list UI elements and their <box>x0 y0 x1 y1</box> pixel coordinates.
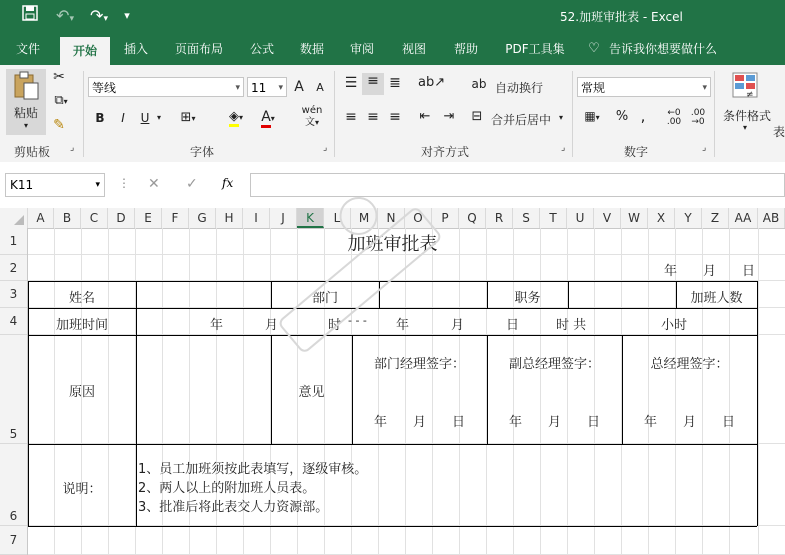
column-header-r[interactable]: R <box>486 208 513 228</box>
dept-label: 部门 <box>311 291 338 306</box>
ribbon-home <box>0 65 785 163</box>
vice-gm-signature: 副总经理签字： <box>508 357 600 372</box>
row-headers <box>0 228 28 555</box>
select-all-corner[interactable] <box>0 208 28 228</box>
underline-dropdown-icon[interactable]: ▾ <box>156 113 161 122</box>
enter-icon[interactable]: ✓ <box>186 176 198 192</box>
column-header-a[interactable]: A <box>28 208 54 228</box>
column-header-ab[interactable]: AB <box>758 208 785 228</box>
decrease-decimal-icon[interactable]: .00 →0 <box>690 108 706 127</box>
note-line: 3、批准后将此表交人力资源部。 <box>138 500 329 515</box>
row-header-6[interactable]: 6 <box>0 444 27 526</box>
time-year-1: 年 <box>210 318 224 333</box>
column-header-n[interactable]: N <box>378 208 405 228</box>
row-header-7[interactable]: 7 <box>0 526 27 555</box>
column-header-b[interactable]: B <box>54 208 81 228</box>
font-group-label: 字体 <box>190 145 215 159</box>
cut-icon[interactable]: ✂ <box>53 69 65 85</box>
title-bar <box>0 0 785 33</box>
decrease-font-button[interactable]: A <box>316 81 324 94</box>
notes-label: 说明： <box>62 482 102 497</box>
tab-formulas[interactable]: 公式 <box>249 42 274 56</box>
row-header-2[interactable]: 2 <box>0 255 27 281</box>
align-middle-icon[interactable]: ≡ <box>362 73 384 95</box>
watermark-logo <box>250 190 470 370</box>
note-line: 2、两人以上的附加班人员表。 <box>138 481 316 496</box>
format-painter-icon[interactable]: ✎ <box>53 117 65 133</box>
time-month-1: 月 <box>265 318 279 333</box>
percent-style-button[interactable]: % <box>615 109 629 124</box>
font-size-combo[interactable]: 11 ▾ <box>247 77 287 97</box>
tab-data[interactable]: 数据 <box>299 42 324 56</box>
column-header-q[interactable]: Q <box>459 208 486 228</box>
dept-manager-signature: 部门经理签字： <box>373 357 465 372</box>
gridline <box>567 228 568 555</box>
conditional-format-icon[interactable] <box>730 71 760 102</box>
font-color-icon[interactable]: A▾ <box>256 109 280 125</box>
column-header-j[interactable]: J <box>270 208 297 228</box>
form-border <box>568 281 569 308</box>
column-header-z[interactable]: Z <box>702 208 729 228</box>
row-header-5[interactable]: 5 <box>0 335 27 444</box>
merge-center-icon[interactable]: ⊟ <box>471 109 483 124</box>
svg-text:≠: ≠ <box>746 90 754 99</box>
reason-label: 原因 <box>68 385 95 400</box>
wrap-text-button[interactable]: 自动换行 <box>494 81 543 95</box>
orientation-icon[interactable]: ab↗ <box>418 75 446 90</box>
underline-button[interactable]: U <box>140 111 150 125</box>
name-label: 姓名 <box>68 291 95 306</box>
time-hour-total: 时 共 <box>556 318 587 333</box>
paste-button[interactable]: 粘贴 ▾ <box>6 69 46 135</box>
tab-review[interactable]: 审阅 <box>349 42 374 56</box>
more-options-icon: ⋮ <box>118 176 130 190</box>
time-hour-1: 时 <box>328 318 342 333</box>
position-label: 职务 <box>514 291 541 306</box>
row-header-3[interactable]: 3 <box>0 281 27 308</box>
conditional-format-dropdown-icon[interactable]: ▾ <box>742 123 747 132</box>
gm-signature: 总经理签字： <box>650 357 729 372</box>
insert-function-icon[interactable]: fx <box>222 176 234 190</box>
redo-icon[interactable]: ↷▾ <box>90 6 108 25</box>
tab-insert[interactable]: 插入 <box>123 42 148 56</box>
number-group-label: 数字 <box>624 145 649 159</box>
column-header-c[interactable]: C <box>81 208 108 228</box>
row-header-1[interactable]: 1 <box>0 228 27 255</box>
tab-pdf-tools[interactable]: PDF工具集 <box>505 42 565 56</box>
vice-gm-date: 年 月 日 <box>508 415 600 430</box>
alignment-group-label: 对齐方式 <box>421 145 470 159</box>
number-format-combo[interactable]: 常规 ▾ <box>577 77 711 97</box>
column-header-h[interactable]: H <box>216 208 243 228</box>
time-hours-unit: 小时 <box>661 318 688 333</box>
column-header-d[interactable]: D <box>108 208 135 228</box>
sheet-title: 加班审批表 <box>347 234 438 255</box>
column-header-g[interactable]: G <box>189 208 216 228</box>
column-header-x[interactable]: X <box>648 208 675 228</box>
gm-date: 年 月 日 <box>643 415 735 430</box>
time-dash: - - - <box>348 314 367 327</box>
dept-manager-date: 年 月 日 <box>373 415 465 430</box>
column-header-t[interactable]: T <box>540 208 567 228</box>
column-header-l[interactable]: L <box>324 208 351 228</box>
customize-quick-access-icon[interactable]: ▾ <box>124 9 130 22</box>
note-line: 1、员工加班须按此表填写，逐级审核。 <box>138 462 368 477</box>
decrease-indent-icon[interactable]: ⇤ <box>419 109 431 124</box>
merge-center-dropdown-icon[interactable]: ▾ <box>558 113 563 122</box>
format-as-table-button[interactable]: 表 <box>772 125 785 139</box>
group-separator <box>83 71 84 157</box>
align-bottom-icon[interactable]: ≣ <box>389 75 401 91</box>
fill-color-icon[interactable]: ◈▾ <box>224 109 248 124</box>
column-header-u[interactable]: U <box>567 208 594 228</box>
align-top-icon[interactable]: ☰ <box>344 75 358 91</box>
increase-decimal-icon[interactable]: ←0 .00 <box>666 108 682 127</box>
column-header-o[interactable]: O <box>405 208 432 228</box>
group-separator <box>714 71 715 157</box>
save-icon[interactable] <box>18 5 42 27</box>
paste-icon <box>12 71 40 101</box>
cancel-icon[interactable]: ✕ <box>148 176 160 192</box>
time-month-2: 月 <box>451 318 465 333</box>
increase-font-button[interactable]: A <box>294 79 304 95</box>
accounting-format-icon[interactable]: ▦▾ <box>584 109 600 123</box>
column-header-m[interactable]: M <box>351 208 378 228</box>
tell-me-icon[interactable]: ♡ <box>588 41 600 56</box>
column-header-e[interactable]: E <box>135 208 162 228</box>
align-left-icon[interactable]: ≡ <box>345 109 357 125</box>
gridline <box>513 228 514 555</box>
column-header-s[interactable]: S <box>513 208 540 228</box>
column-header-v[interactable]: V <box>594 208 621 228</box>
comma-style-button[interactable]: , <box>640 107 646 125</box>
italic-button[interactable]: I <box>121 111 125 125</box>
tab-view[interactable]: 视图 <box>401 42 426 56</box>
dialog-launcher-icon[interactable]: ⌟ <box>70 143 75 153</box>
bold-button[interactable]: B <box>95 111 105 125</box>
border-icon[interactable]: ⊞▾ <box>180 110 196 125</box>
tell-me-search[interactable]: 告诉我你想要做什么 <box>608 42 717 56</box>
merge-center-button[interactable]: 合并后居中 <box>490 113 551 127</box>
time-day-2: 日 <box>506 318 520 333</box>
column-header-y[interactable]: Y <box>675 208 702 228</box>
column-header-f[interactable]: F <box>162 208 189 228</box>
column-header-w[interactable]: W <box>621 208 648 228</box>
opinion-label: 意见 <box>298 385 325 400</box>
font-name-combo[interactable]: 等线 ▾ <box>88 77 244 97</box>
tab-help[interactable]: 帮助 <box>453 42 478 56</box>
gridline <box>540 228 541 555</box>
ribbon-tabs <box>0 33 785 65</box>
column-header-p[interactable]: P <box>432 208 459 228</box>
number-dialog-launcher-icon[interactable]: ⌟ <box>702 143 707 153</box>
row-header-4[interactable]: 4 <box>0 308 27 335</box>
phonetic-guide-icon[interactable]: wén 文▾ <box>301 105 323 128</box>
column-header-k[interactable]: K <box>297 208 324 228</box>
group-separator <box>572 71 573 157</box>
increase-indent-icon[interactable]: ⇥ <box>443 109 455 124</box>
font-dialog-launcher-icon[interactable]: ⌟ <box>323 143 328 153</box>
gridline <box>594 228 595 555</box>
time-label: 加班时间 <box>55 318 108 333</box>
align-right-icon[interactable]: ≡ <box>389 109 401 125</box>
tab-file[interactable]: 文件 <box>15 42 40 56</box>
align-center-icon[interactable]: ≡ <box>367 109 379 125</box>
date-header: 年 月 日 <box>663 264 755 279</box>
undo-icon[interactable]: ↶▾ <box>56 6 74 25</box>
wrap-text-icon[interactable]: ab <box>471 77 487 91</box>
form-border <box>757 281 758 526</box>
clipboard-group-label: 剪贴板 <box>14 145 51 159</box>
form-border <box>28 526 757 527</box>
alignment-dialog-launcher-icon[interactable]: ⌟ <box>561 143 566 153</box>
tab-home[interactable]: 开始 <box>60 37 110 65</box>
window-title: 52.加班审批表 - Excel <box>560 10 683 24</box>
conditional-format-button[interactable]: 条件格式 <box>722 109 771 123</box>
form-border <box>136 281 137 526</box>
count-label: 加班人数 <box>690 291 743 306</box>
group-separator <box>334 71 335 157</box>
column-header-i[interactable]: I <box>243 208 270 228</box>
name-box[interactable]: K11 ▾ <box>5 173 105 197</box>
time-year-2: 年 <box>396 318 410 333</box>
gridline <box>758 228 759 555</box>
tab-page-layout[interactable]: 页面布局 <box>174 42 223 56</box>
column-header-aa[interactable]: AA <box>729 208 758 228</box>
form-border <box>28 444 757 445</box>
copy-icon[interactable]: ⧉▾ <box>54 93 68 108</box>
